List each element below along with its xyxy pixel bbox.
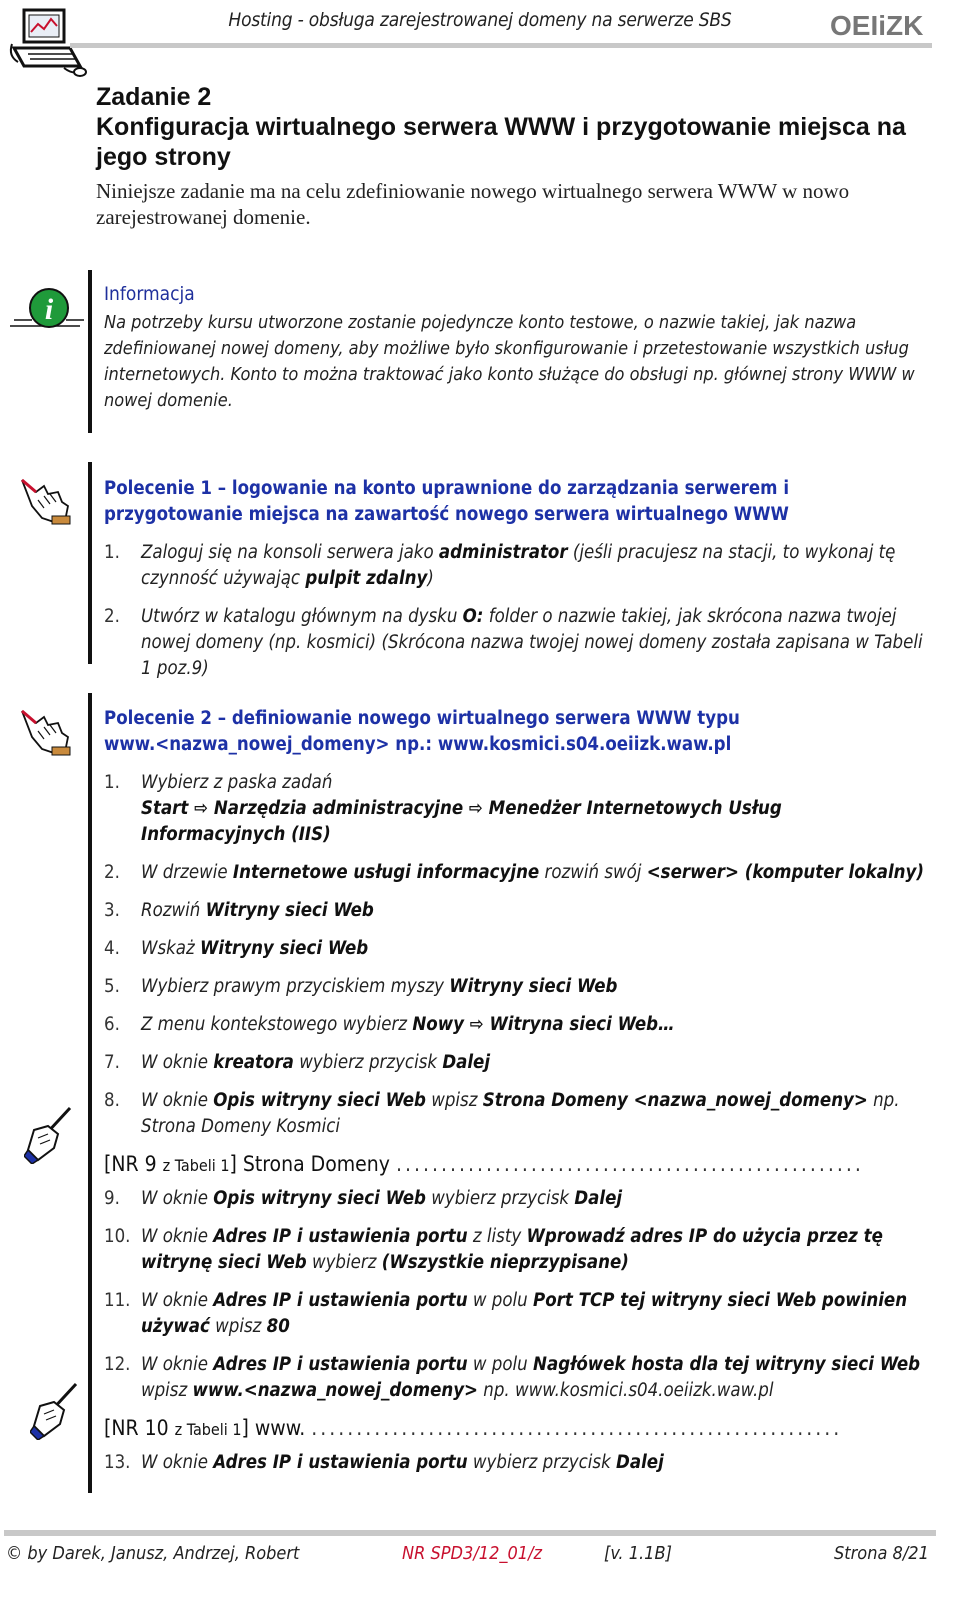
- polecenie1-section-bar: [88, 462, 92, 664]
- info-text: Na potrzeby kursu utworzone zostanie pojedyncze konto testowe, o nazwie takiej, jak nazwa zdefiniowanej nowej domeny, aby możliwe było skonfigurowanie i przetestowanie wszystkich usług internetowych. Konto to można traktować jako konto służące do obsługi np. głównej strony WWW w nowej domenie.: [104, 312, 915, 411]
- instruction-step: [104, 1088, 930, 1140]
- info-title: Informacja: [104, 283, 195, 305]
- polecenie2-section-bar: [88, 693, 92, 1493]
- instruction-step: [104, 604, 930, 682]
- svg-text:OEIiZK: OEIiZK: [830, 10, 924, 40]
- step-text: W oknie kreatora wybierz przycisk Dalej: [141, 1052, 491, 1073]
- step-text: Zaloguj się na konsoli serwera jako administrator (jeśli pracujesz na stacji, to wykonaj tę czynność używając pulpit zdalny): [141, 542, 896, 589]
- instruction-step: [104, 860, 930, 886]
- writing-hand-icon: [30, 1380, 80, 1440]
- instruction-step: [104, 1288, 930, 1340]
- step-text: Utwórz w katalogu głównym na dysku O: folder o nazwie takiej, jak skrócona nazwa twojej nowej domeny (np. kosmici) (Skrócona nazwa twojej nowej domeny została zapisana w Tabeli 1 poz.9): [141, 606, 923, 679]
- footer-authors: © by Darek, Janusz, Andrzej, Robert: [6, 1543, 300, 1564]
- step-text: W oknie Adres IP i ustawienia portu w polu Nagłówek hosta dla tej witryny sieci Web wpisz www.<nazwa_nowej_domeny> np. www.kosmici.s04.oeiizk.waw.pl: [141, 1354, 921, 1401]
- nr9-fill-line: [NR 9 z Tabeli 1] Strona Domeny ....................................................: [104, 1152, 864, 1176]
- instruction-step: [104, 770, 930, 848]
- step-text: Z menu kontekstowego wybierz Nowy ⇨ Witryna sieci Web…: [141, 1014, 675, 1035]
- step-number: 1.: [104, 542, 120, 563]
- pointing-hand-icon: [18, 703, 76, 761]
- task-intro: Niniejsze zadanie ma na celu zdefiniowanie nowego wirtualnego serwera WWW w nowo zarejestrowanej domenie.: [96, 179, 850, 229]
- svg-text:i: i: [44, 293, 54, 326]
- footer-rule: [4, 1530, 936, 1536]
- writing-hand-icon: [24, 1104, 74, 1164]
- step-text: Wybierz prawym przyciskiem myszy Witryny sieci Web: [141, 976, 618, 997]
- step-number: 2.: [104, 606, 120, 627]
- step-text: W oknie Adres IP i ustawienia portu w polu Port TCP tej witryny sieci Web powinien używać wpisz 80: [141, 1290, 908, 1337]
- polecenie2-title-line1: Polecenie 2 – definiowanie nowego wirtualnego serwera WWW typu: [104, 708, 740, 729]
- task-title: Konfiguracja wirtualnego serwera WWW i przygotowanie miejsca na jego strony: [96, 113, 906, 171]
- instruction-step: [104, 974, 930, 1000]
- polecenie2-steps-c: [104, 1450, 930, 1476]
- step-number: 6.: [104, 1014, 120, 1035]
- instruction-step: [104, 1352, 930, 1404]
- step-text: Wskaż Witryny sieci Web: [141, 938, 369, 959]
- polecenie2-steps-a: [104, 770, 930, 1140]
- footer-page-number: Strona 8/21: [834, 1543, 929, 1564]
- step-number: 13.: [104, 1452, 131, 1473]
- step-number: 5.: [104, 976, 120, 997]
- step-text: W drzewie Internetowe usługi informacyjne rozwiń swój <serwer> (komputer lokalny): [141, 862, 924, 883]
- polecenie2-section: [104, 706, 930, 1488]
- document-header-title: Hosting - obsługa zarejestrowanej domeny na serwerze SBS: [228, 9, 732, 31]
- step-text: Rozwiń Witryny sieci Web: [141, 900, 374, 921]
- instruction-step: [104, 1012, 930, 1038]
- instruction-step: [104, 1450, 930, 1476]
- instruction-step: [104, 1050, 930, 1076]
- step-text: W oknie Opis witryny sieci Web wpisz Strona Domeny <nazwa_nowej_domeny> np. Strona Domeny Kosmici: [141, 1090, 900, 1137]
- step-text: W oknie Adres IP i ustawienia portu z listy Wprowadź adres IP do użycia przez tę witrynę sieci Web wybierz (Wszystkie nieprzypisane): [141, 1226, 883, 1273]
- polecenie1-section: [104, 476, 930, 694]
- instruction-step: [104, 1224, 930, 1276]
- step-number: 3.: [104, 900, 120, 921]
- footer-version: [v. 1.1B]: [604, 1543, 672, 1564]
- instruction-step: [104, 1186, 930, 1212]
- task-number: Zadanie 2: [96, 83, 212, 111]
- instruction-step: [104, 936, 930, 962]
- info-box: [104, 283, 924, 414]
- step-text: W oknie Adres IP i ustawienia portu wybierz przycisk Dalej: [141, 1452, 664, 1473]
- step-text: W oknie Opis witryny sieci Web wybierz przycisk Dalej: [141, 1188, 623, 1209]
- step-number: 8.: [104, 1090, 120, 1111]
- task-heading: [96, 82, 936, 172]
- polecenie2-steps-b: [104, 1186, 930, 1404]
- step-number: 1.: [104, 772, 120, 793]
- polecenie1-steps: [104, 540, 930, 682]
- step-number: 4.: [104, 938, 120, 959]
- polecenie1-title: Polecenie 1 – logowanie na konto uprawnione do zarządzania serwerem i przygotowanie miejsca na zawartość nowego serwera wirtualnego WWW: [104, 478, 790, 525]
- pointing-hand-icon: [18, 472, 76, 530]
- polecenie2-title-line2: www.<nazwa_nowej_domeny> np.: www.kosmici.s04.oeiizk.waw.pl: [104, 734, 732, 755]
- oeiizk-logo-icon: [830, 8, 930, 40]
- step-number: 10.: [104, 1226, 131, 1247]
- nr10-fill-line: [NR 10 z Tabeli 1] www. ...........................................................: [104, 1416, 843, 1440]
- footer-document-number: NR SPD3/12_01/z: [402, 1543, 543, 1564]
- step-number: 7.: [104, 1052, 120, 1073]
- instruction-step: [104, 540, 930, 592]
- info-section-bar: [88, 270, 92, 433]
- header-rule: [70, 43, 932, 48]
- step-number: 9.: [104, 1188, 120, 1209]
- info-icon: [10, 284, 86, 334]
- step-number: 2.: [104, 862, 120, 883]
- step-number: 12.: [104, 1354, 131, 1375]
- step-number: 11.: [104, 1290, 131, 1311]
- step-text: Wybierz z paska zadań Start ⇨ Narzędzia administracyjne ⇨ Menedżer Internetowych Usług Informacyjnych (IIS): [141, 772, 782, 845]
- instruction-step: [104, 898, 930, 924]
